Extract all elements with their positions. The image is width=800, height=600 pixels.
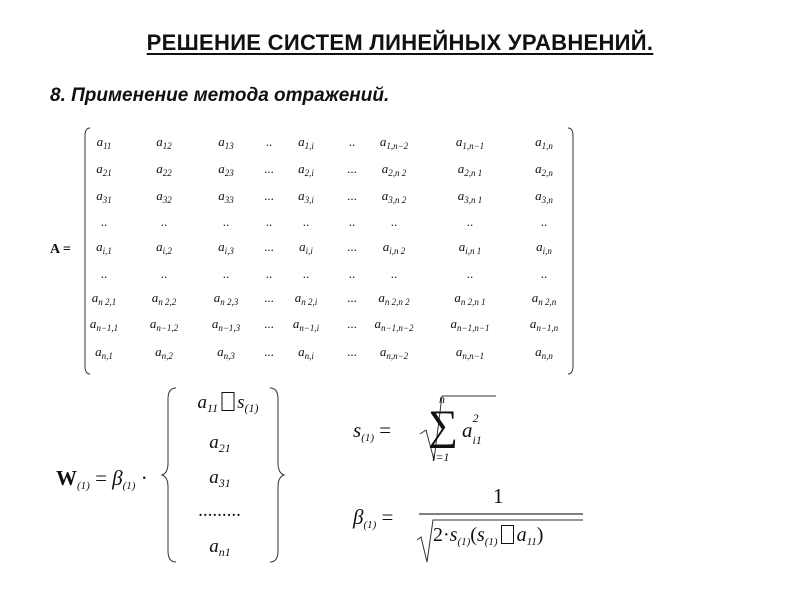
matrix-cell: $a_{n,2}$ (155, 344, 173, 361)
matrix-cell: $a_{22}$ (156, 161, 172, 178)
matrix-cell: .. (466, 266, 474, 281)
matrix-cell: ... (264, 188, 274, 203)
matrix-cell: $a_{i,n}$ (536, 239, 552, 256)
matrix-cell: $a_{11}$ (96, 134, 112, 151)
matrix-cell: .. (160, 266, 168, 281)
matrix-cell: $a_{n-1,i}$ (292, 316, 320, 333)
sum-term: a 2 i1 (462, 411, 482, 447)
vector-entry-1: $a_{11}$ $s_{(1)}$ (197, 392, 259, 415)
matrix-cell: $a_{1,n-1}$ (455, 134, 485, 151)
matrix-cell: $a_{2,i}$ (298, 161, 314, 178)
matrix-cell: .. (100, 214, 108, 229)
matrix-cell: .. (540, 266, 548, 281)
matrix-cell: $a_{n 2,3}$ (213, 290, 239, 307)
matrix-cell: $a_{n,n-2}$ (379, 344, 409, 361)
matrix-cell: $a_{1,n-2}$ (379, 134, 409, 151)
matrix-cell: $a_{1,n}$ (535, 134, 553, 151)
matrix-cell: $a_{n,n}$ (535, 344, 553, 361)
matrix-cell: $a_{33}$ (218, 188, 234, 205)
w-formula-lhs: $W_{(1)} = \beta_{(1)}$ · (56, 466, 148, 492)
matrix-cell: $a_{2,n 1}$ (457, 161, 483, 178)
matrix-cell: ... (264, 239, 274, 254)
matrix-cell: $a_{n-1,n-1}$ (450, 316, 490, 333)
matrix-cell: $a_{i,3}$ (218, 239, 234, 256)
matrix-cell: .. (222, 266, 230, 281)
matrix-cell: $a_{i,n 1}$ (458, 239, 482, 256)
matrix-cell: $a_{3,i}$ (298, 188, 314, 205)
matrix-cell: $a_{n-1,2}$ (149, 316, 179, 333)
matrix-cell: $a_{23}$ (218, 161, 234, 178)
matrix-cell: $a_{i,2}$ (156, 239, 172, 256)
matrix-cell: $a_{n-1,3}$ (211, 316, 241, 333)
matrix-cell: $a_{n 2,n 2}$ (378, 290, 410, 307)
matrix-cell: .. (265, 266, 273, 281)
matrix-cell: .. (348, 214, 356, 229)
matrix-cell: $a_{n-1,1}$ (89, 316, 119, 333)
matrix-cell: ... (347, 161, 357, 176)
matrix-cell: .. (390, 266, 398, 281)
matrix-cell: $a_{n,1}$ (95, 344, 113, 361)
matrix-cell: $a_{i,i}$ (299, 239, 313, 256)
s-formula-lhs: $s_{(1)}$ = (353, 418, 392, 444)
matrix-label: A = (50, 242, 71, 257)
matrix-cell: $a_{21}$ (96, 161, 112, 178)
box-symbol (221, 392, 234, 411)
matrix-cell: ... (347, 239, 357, 254)
matrix-cell: ... (347, 344, 357, 359)
sum-lower-limit: i=1 (432, 450, 450, 464)
matrix-cell: $a_{i,n 2}$ (382, 239, 406, 256)
matrix-cell: $a_{n,n-1}$ (455, 344, 485, 361)
beta-numerator: 1 (493, 484, 504, 508)
matrix-cell: $a_{n 2,2}$ (151, 290, 177, 307)
matrix-cell: .. (390, 214, 398, 229)
matrix-cell: $a_{n-1,n-2}$ (374, 316, 414, 333)
matrix-cell: $a_{n,i}$ (298, 344, 314, 361)
sum-upper-limit: n (439, 392, 445, 406)
matrix-cell: .. (265, 134, 273, 149)
matrix-cell: .. (302, 266, 310, 281)
matrix-cell: .. (265, 214, 273, 229)
box-symbol (501, 525, 514, 544)
vector-entry-n: $a_{n1}$ (209, 536, 231, 559)
matrix-cell: $a_{13}$ (218, 134, 234, 151)
matrix-cell: .. (348, 134, 356, 149)
vector-entry-3: $a_{31}$ (209, 467, 231, 490)
matrix-cell: .. (222, 214, 230, 229)
matrix-cell: .. (540, 214, 548, 229)
matrix-cell: $a_{32}$ (156, 188, 172, 205)
matrix-cell: .. (348, 266, 356, 281)
slide-subtitle: 8. Применение метода отражений. (50, 85, 390, 106)
matrix-cell: $a_{n 2,n}$ (531, 290, 557, 307)
matrix-cell: $a_{2,n 2}$ (381, 161, 407, 178)
matrix-cell: .. (466, 214, 474, 229)
matrix-cell: $a_{i,1}$ (96, 239, 112, 256)
vector-entry-dots: ......... (198, 500, 242, 521)
matrix-cell: .. (100, 266, 108, 281)
matrix-cell: $a_{n 2,n 1}$ (454, 290, 486, 307)
vector-entry-2: $a_{21}$ (209, 432, 231, 455)
matrix-cell: $a_{n 2,i}$ (294, 290, 318, 307)
matrix-cell: $a_{31}$ (96, 188, 112, 205)
matrix-cell: $a_{n,3}$ (217, 344, 235, 361)
matrix-cell: $a_{3,n 2}$ (381, 188, 407, 205)
matrix-cell: $a_{1,i}$ (298, 134, 314, 151)
matrix-cell: $a_{2,n}$ (535, 161, 553, 178)
matrix-cell: .. (160, 214, 168, 229)
matrix-cell: ... (347, 290, 357, 305)
matrix-cell: $a_{3,n 1}$ (457, 188, 483, 205)
matrix-cell: ... (347, 316, 357, 331)
sum-icon: ∑ (428, 403, 458, 449)
matrix-cell: $a_{n-1,n}$ (529, 316, 559, 333)
matrix-cell: $a_{3,n}$ (535, 188, 553, 205)
slide-title: РЕШЕНИЕ СИСТЕМ ЛИНЕЙНЫХ УРАВНЕНИЙ. (146, 30, 654, 55)
matrix-cell: ... (264, 161, 274, 176)
matrix-cell: ... (264, 290, 274, 305)
beta-formula-lhs: $\beta_{(1)}$ = (353, 505, 394, 531)
matrix-cell: ... (347, 188, 357, 203)
beta-denominator: $2\cdot s_{(1)}(s_{(1)}$ $a_{11}$) (433, 524, 544, 548)
matrix-cell: .. (302, 214, 310, 229)
matrix-cell: ... (264, 344, 274, 359)
matrix-a (84, 126, 574, 376)
matrix-cell: ... (264, 316, 274, 331)
matrix-cell: $a_{12}$ (156, 134, 172, 151)
matrix-cell: $a_{n 2,1}$ (91, 290, 117, 307)
